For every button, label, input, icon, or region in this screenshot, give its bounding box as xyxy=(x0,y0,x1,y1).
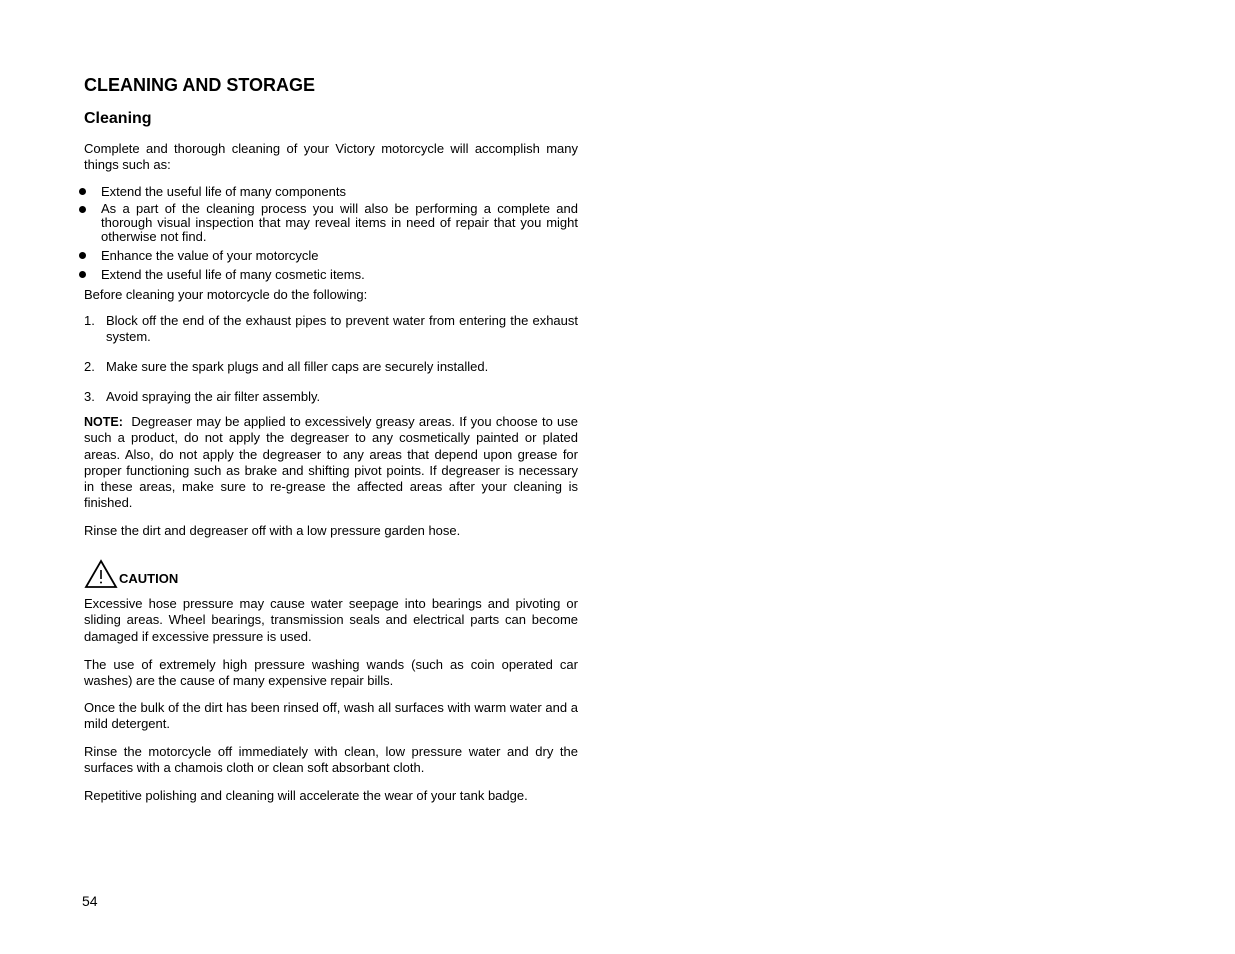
warning-triangle-icon xyxy=(84,559,118,589)
caution-heading xyxy=(84,559,284,589)
section-heading: Cleaning xyxy=(84,110,152,127)
bullet-icon xyxy=(79,252,86,259)
paragraph: Repetitive polishing and cleaning will accelerate the wear of your tank badge. xyxy=(84,788,528,803)
note-label: NOTE: xyxy=(84,415,123,429)
bullet-icon xyxy=(79,271,86,278)
rinse-paragraph: Rinse the dirt and degreaser off with a low pressure garden hose. xyxy=(84,523,461,538)
note-paragraph: NOTE: Degreaser may be applied to excessively greasy areas. If you choose to use such a product, do not apply the degreaser to any cosmetically painted or plated areas. Also, do not apply the degreaser to any areas that depend upon grease for proper functioning such as brake and shifting pivot points. If degreaser is necessary in these areas, make sure to re-grease the affected areas after your cleaning is finished. xyxy=(84,414,578,511)
bullet-icon xyxy=(79,206,86,213)
intro-paragraph: Complete and thorough cleaning of your Victory motorcycle will accomplish many things such as: xyxy=(84,141,578,173)
page-number: 54 xyxy=(82,893,98,909)
page-title: CLEANING AND STORAGE xyxy=(84,75,316,95)
paragraph: Once the bulk of the dirt has been rinsed off, wash all surfaces with warm water and a mild detergent. xyxy=(84,700,578,732)
caution-label: CAUTION xyxy=(119,571,179,586)
bullet-icon xyxy=(79,188,86,195)
paragraph: The use of extremely high pressure washing wands (such as coin operated car washes) are the cause of many expensive repair bills. xyxy=(84,657,578,689)
before-cleaning-text: Before cleaning your motorcycle do the following: xyxy=(84,287,368,302)
paragraph: Rinse the motorcycle off immediately with clean, low pressure water and dry the surfaces with a chamois cloth or clean soft absorbant cloth. xyxy=(84,744,578,776)
caution-paragraph: Excessive hose pressure may cause water seepage into bearings and pivoting or sliding areas. Wheel bearings, transmission seals and electrical parts can become damaged if excessive pressure is used. xyxy=(84,596,578,644)
